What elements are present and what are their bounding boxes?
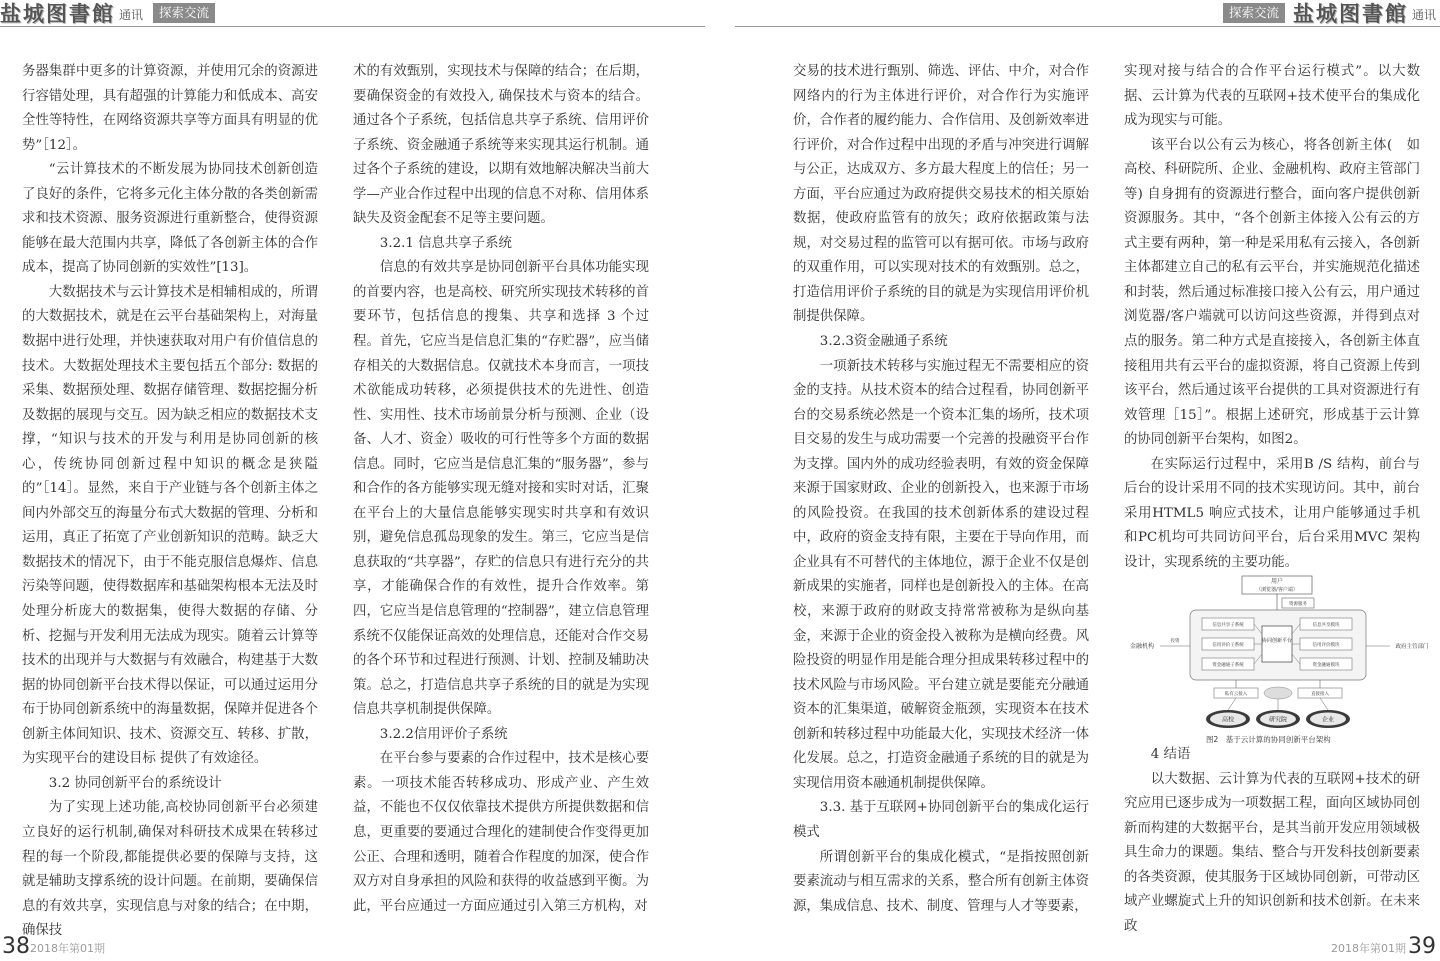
direct-access-label: 直接接入	[1311, 692, 1329, 697]
subject-label: 高校	[1221, 716, 1235, 724]
platform-center-box	[1262, 626, 1292, 662]
section-heading: 3.2.1 信息共享子系统	[379, 235, 512, 251]
library-logo: 盐城图書館	[0, 1, 115, 26]
text-column-3	[793, 60, 1089, 919]
center-label: 协同创新平台	[1261, 638, 1293, 644]
left-box: 资金融通子系统	[1212, 663, 1244, 668]
page-number-right: 39	[1408, 934, 1436, 959]
paragraph: 以大数据、云计算为代表的互联网+技术的研究应用已逐步成为一项数据工程，面向区域协同创新而构建的大数据平台，是其当前开发应用领域极具生命力的课题。集结、整合与开发科技创新要素的各类资源，使其服务于区域协同创新，可带动区域产业螺旋式上升的知识创新和技术创新。在未来政	[1124, 771, 1420, 934]
text-column-4-continued	[1124, 743, 1420, 939]
section-heading: 3.2 协同创新平台的系统设计	[48, 775, 222, 791]
subject-label: 研究院	[1268, 716, 1288, 724]
right-box: 资金融通模块	[1312, 663, 1340, 668]
issue-label-right: 2018年第01期	[1331, 942, 1406, 955]
header-left	[0, 0, 720, 26]
header-rule-left	[0, 26, 705, 27]
finance-arrow-label: 投资	[1170, 639, 1180, 644]
paragraph: 在平台参与要素的合作过程中，技术是核心要素。一项技术能否转移成功、形成产业、产生效益，不能也不仅仅依靠技术提供方所提供数据和信息，更重要的要通过合理化的建制使合作变得更加公正、合理和透明，随着合作程度的加深，使合作双方对自身承担的风险和获得的收益感到平衡。为此，平台应通过一方面应通过引入第三方机构，对	[353, 751, 649, 914]
header-rule-right	[735, 26, 1440, 27]
figure-caption: 图2 基于云计算的协同创新平台架构	[1206, 735, 1331, 744]
section-heading: 3.2.3资金融通子系统	[819, 334, 948, 350]
cloud-icon	[1264, 687, 1292, 699]
paragraph: 交易的技术进行甄别、筛选、评估、中介，对合作网络内的行为主体进行评价，对合作行为实施评价，合作者的履约能力、合作信用、及创新效率进行评价，对合作过程中出现的矛盾与冲突进行调解与公正，达成双方、多方最大程度上的信任；另一方面，平台应通过为政府提供交易技术的相关原始数据，使政府监管有的放矢；政府依据政策与法规，对交易过程的监管可以有据可依。市场与政府的双重作用，可以实现对技术的有效甄别。总之，打造信用评价子系统的目的就是为实现信用评价机制提供保障。	[793, 64, 1089, 325]
left-box: 信息共享子系统	[1212, 623, 1244, 628]
paragraph: 术的有效甄别，实现技术与保障的结合；在后期，要确保资金的有效投入, 确保技术与资本的结合。通过各个子系统，包括信息共享子系统、信用评价子系统、资金融通子系统等来实现其运行机制。通过各个子系统的建设，以期有效地解决解决当前大学—产业合作过程中出现的信息不对称、信用体系缺失及资金配套不足等主要问题。	[353, 64, 649, 227]
paragraph: “云计算技术的不断发展为协同技术创新创造了良好的条件，它将多元化主体分散的各类创新需求和技术资源、服务资源进行重新整合，使得资源能够在最大范围内共享，降低了各创新主体的合作成本，提高了协同创新的实效性”[13]。	[22, 162, 318, 276]
paragraph: 务器集群中更多的计算资源，并使用冗余的资源进行容错处理，具有超强的计算能力和低成本、高安全性等特性，在网络资源共享等方面具有明显的优势”［12］。	[22, 64, 318, 153]
private-cloud-label: 私有云接入	[1224, 692, 1248, 697]
user-sub-label: （浏览器/客户端）	[1256, 587, 1298, 593]
header-tongxun: 通讯	[1411, 8, 1436, 22]
paragraph: 实现对接与结合的合作平台运行模式”。以大数据、云计算为代表的互联网+技术使平台的集成化成为现实与可能。	[1124, 64, 1420, 129]
text-column-2	[353, 60, 649, 919]
access-label: 资源服务	[1289, 602, 1307, 607]
user-label: 用户	[1270, 578, 1284, 585]
section-heading: 3.2.2信用评价子系统	[379, 726, 508, 742]
paragraph: 在实际运行过程中，采用B /S 结构，前台与后台的设计采用不同的技术实现访问。其中，前台采用HTML5 响应式技术，让用户能够通过手机和PC机均可共同访问平台，后台采用MVC 架构设计，实现系统的主要功能。	[1124, 456, 1420, 570]
header-tongxun: 通讯	[119, 8, 144, 22]
library-logo: 盐城图書館	[1292, 1, 1408, 26]
text-column-1	[22, 60, 318, 944]
section-heading: 4 结语	[1150, 747, 1191, 762]
page-number-left: 38	[2, 934, 30, 959]
paragraph: 所谓创新平台的集成化模式，“是指按照创新要素流动与相互需求的关系，整合所有创新主体资源，集成信息、技术、制度、管理与人才等要素，	[793, 849, 1089, 914]
gov-label: 政府主管部门	[1395, 644, 1429, 650]
paragraph: 为了实现上述功能,高校协同创新平台必须建立良好的运行机制,确保对科研技术成果在转移过程的每一个阶段,都能提供必要的保障与支持，这就是辅助支撑系统的设计问题。在前期，要确保信息的有效共享，实现信息与对象的结合；在中期，确保技	[22, 800, 318, 939]
right-box: 信息共享模块	[1312, 623, 1340, 628]
issue-label-left: 2018年第01期	[30, 942, 105, 955]
finance-org-label: 金融机构	[1129, 643, 1155, 650]
subject-label: 企业	[1321, 716, 1335, 724]
paragraph: 一项新技术转移与实施过程无不需要相应的资金的支持。从技术资本的结合过程看，协同创新平台的交易系统必然是一个资本汇集的场所，技术项目交易的发生与成功需要一个完善的投融资平台作为支撑。国内外的成功经验表明，有效的资金保障来源于国家财政、企业的创新投入，也来源于市场的风险投资。在我国的技术创新体系的建设过程中，政府的资金支持有限，主要在于导向作用，而企业具有不可替代的主体地位，源于企业不仅是创新成果的实施者，同样也是创新投入的主体。在高校，来源于政府的财政支持常常被称为是纵向基金，来源于企业的资金投入被称为是横向经费。风险投资的明显作用是能合理分担成果转移过程中的技术风险与市场风险。平台建立就是要能充分融通资本的汇集渠道，破解资金瓶颈，实现资本在技术创新和转移过程中功能最大化，实现技术经济一体化发展。总之，打造资金融通子系统的目的就是为实现信用资本融通机制提供保障。	[793, 358, 1089, 791]
section-tag: 探索交流	[1223, 3, 1285, 23]
section-heading: 3.3. 基于互联网+协同创新平台的集成化运行模式	[793, 800, 1089, 840]
paragraph: 该平台以公有云为核心，将各创新主体( 如高校、科研院所、企业、金融机构、政府主管部门等) 自身拥有的资源进行整合，面向客户提供创新资源服务。其中，“各个创新主体接入公有云的方式主要有两种，第一种是采用私有云接入，各创新主体都建立自己的私有云平台，并实施规范化描述和封装，然后通过标准接口接入公有云，用户通过浏览器/客户端就可以访问这些资源，并得到点对点的服务。第二种方式是直接接入，各创新主体直接租用共有云平台的虚拟资源，将自己资源上传到该平台，然后通过该平台提供的工具对资源进行有效管理［15］”。根据上述研究，形成基于云计算的协同创新平台架构，如图2。	[1124, 137, 1420, 448]
header-right	[720, 0, 1440, 26]
left-box: 信用评价子系统	[1212, 643, 1244, 648]
paragraph: 信息的有效共享是协同创新平台具体功能实现的首要内容，也是高校、研究所实现技术转移的首要环节，包括信息的搜集、共享和选择 3 个过程。首先，它应当是信息汇集的“存贮器”，应当储存相关的大数据信息。仅就技术本身而言，一项技术欲能成功转移，必须提供技术的先进性、创造性、实用性、技术市场前景分析与预测、企业（设备、人才、资金）吸收的可行性等多个方面的数据信息。同时，它应当是信息汇集的“服务器”，参与和合作的各方能够实现无缝对接和实时对话，汇聚在平台上的大量信息能够实现实时共享和有效识别，避免信息孤岛现象的发生。第三，它应当是信息获取的“共享器”，存贮的信息只有进行充分的共享，才能确保合作的有效性，提升合作效率。第四，它应当是信息管理的“控制器”，建立信息管理系统不仅能保证高效的处理信息，还能对合作交易的各个环节和过程进行预测、计划、控制及辅助决策。总之，打造信息共享子系统的目的就是为实现信息共享机制提供保障。	[353, 260, 649, 718]
text-column-4	[1124, 60, 1420, 575]
section-tag: 探索交流	[153, 3, 215, 23]
right-box: 信用评价模块	[1312, 643, 1340, 648]
figure-2-architecture-diagram	[1122, 574, 1432, 742]
paragraph: 大数据技术与云计算技术是相辅相成的，所谓的大数据技术，就是在云平台基础架构上，对海量数据中进行处理，并快速获取对用户有价值信息的技术。大数据处理技术主要包括五个部分: 数据的采集、数据预处理、数据存储管理、数据挖掘分析及数据的展现与交互。因为缺乏相应的数据技术支撑，“知识与技术的开发与利用是协同创新的核心，传统协同创新过程中知识的概念是狭隘的”［14］。显然，来自于产业链与各个创新主体之间内外部交互的海量分布式大数据的管理、分析和运用，真正了拓宽了产业创新知识的范畴。缺乏大数据技术的情况下，由于不能克服信息爆炸、信息污染等问题，使得数据库和基础架构根本无法及时处理分析庞大的数据集，使得大数据的存储、分析、挖掘与开发利用无法成为现实。随着云计算等技术的出现并与大数据与有效融合，构建基于大数据的协同创新平台技术得以保证，可以通过运用分布于协同创新系统中的海量数据，保障并促进各个创新主体间知识、技术、资源交互、转移、扩散，为实现平台的建设目标 提供了有效途径。	[22, 284, 318, 767]
